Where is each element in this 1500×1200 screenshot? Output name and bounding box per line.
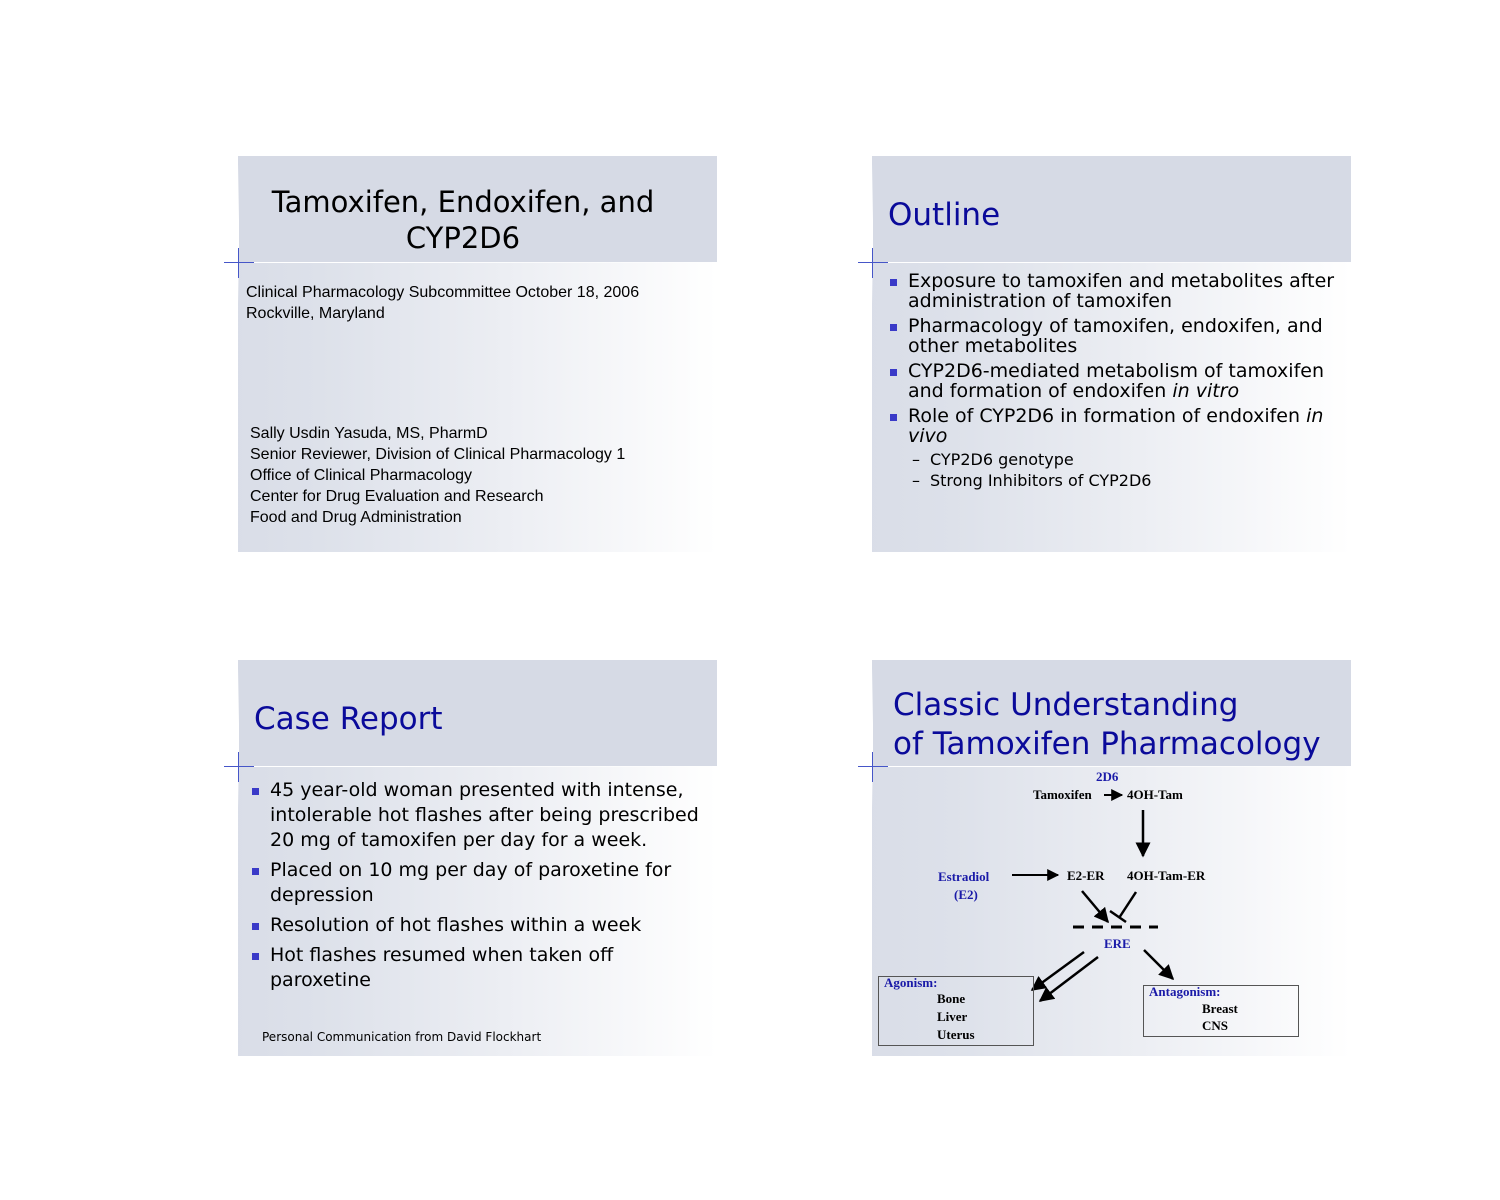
- antagonism-box: [1143, 985, 1299, 1037]
- author-office: Office of Clinical Pharmacology: [250, 467, 473, 484]
- list-item: [250, 858, 717, 908]
- meeting-info: [246, 282, 639, 324]
- bullet-square-icon: [890, 324, 897, 331]
- bullet-square-icon: [252, 788, 259, 795]
- list-item-text: administration of tamoxifen: [908, 290, 1172, 312]
- list-item-text: Resolution of hot flashes within a week: [270, 914, 642, 936]
- slide-case-report: [188, 660, 717, 1056]
- decor-line-vertical: [872, 164, 873, 304]
- slide-left-margin: [188, 660, 238, 1056]
- list-item: [250, 943, 717, 993]
- decor-cross-horizontal: [224, 262, 254, 263]
- sub-item: [888, 449, 1334, 470]
- slide-pharmacology: [822, 660, 1351, 1056]
- bullet-square-icon: [890, 414, 897, 421]
- sub-item-text: [888, 470, 1334, 491]
- sub-item-text: [888, 449, 1334, 470]
- slide-left-margin: [188, 156, 238, 552]
- inhibition-4ohtam-to-ere: [1119, 892, 1136, 918]
- slide-title-text: Case Report: [254, 701, 443, 737]
- decor-cross-vertical: [872, 248, 873, 278]
- meeting-line: Clinical Pharmacology Subcommittee October 18, 2006: [246, 284, 640, 301]
- agonism-item: Bone: [937, 991, 966, 1006]
- arrow-ere-to-agonism-a: [1032, 952, 1084, 990]
- bullet-square-icon: [252, 923, 259, 930]
- arrow-ere-to-antagonism: [1144, 950, 1173, 979]
- slide-title: [188, 156, 717, 552]
- antagonism-label: Antagonism:: [1149, 984, 1221, 999]
- title-line: Classic Understanding: [893, 687, 1239, 723]
- text-run: and formation of endoxifen: [908, 380, 1173, 402]
- list-item: [888, 316, 1334, 356]
- bullet-square-icon: [890, 279, 897, 286]
- bullet-square-icon: [252, 953, 259, 960]
- agonism-box: [878, 976, 1034, 1046]
- text-run: CYP2D6 genotype: [930, 450, 1074, 469]
- list-item-text: depression: [270, 884, 374, 906]
- list-item-text: intolerable hot flashes after being prescribed: [270, 804, 699, 826]
- e2-label: (E2): [954, 887, 978, 902]
- italic-term: in vitro: [1172, 380, 1240, 402]
- decor-line-horizontal: [188, 262, 717, 263]
- list-item-text: CYP2D6-mediated metabolism of tamoxifen: [908, 360, 1324, 382]
- author-name: Sally Usdin Yasuda, MS, PharmD: [250, 425, 488, 442]
- list-item-text: Hot flashes resumed when taken off paroxetine: [270, 944, 614, 991]
- list-item-text: Pharmacology of tamoxifen, endoxifen, and: [908, 315, 1323, 337]
- decor-line-horizontal: [822, 262, 1351, 263]
- list-item-text: Exposure to tamoxifen and metabolites after: [908, 270, 1335, 292]
- slide-outline: [822, 156, 1351, 552]
- decor-cross-horizontal: [224, 766, 254, 767]
- list-item-text: Placed on 10 mg per day of paroxetine for: [270, 859, 672, 881]
- case-list: [250, 778, 717, 993]
- list-item-text: 20 mg of tamoxifen per day for a week.: [270, 829, 648, 851]
- arrow-e2er-to-ere: [1082, 891, 1108, 922]
- list-item-text: 45 year-old woman presented with intense,: [270, 779, 684, 801]
- author-role: Senior Reviewer, Division of Clinical Pharmacology 1: [250, 446, 626, 463]
- list-item: [250, 913, 717, 938]
- list-item-text: [908, 426, 1334, 446]
- tam-er-label: 4OH-Tam-ER: [1127, 868, 1206, 883]
- agonism-item: Uterus: [937, 1027, 975, 1042]
- dash-marker: –: [912, 471, 920, 490]
- metabolite-label: 4OH-Tam: [1127, 787, 1183, 802]
- e2-er-label: E2-ER: [1067, 868, 1105, 883]
- dash-marker: –: [912, 450, 920, 469]
- bullet-square-icon: [890, 369, 897, 376]
- author-center: Center for Drug Evaluation and Research: [250, 488, 544, 505]
- meeting-location: Rockville, Maryland: [246, 305, 385, 322]
- antagonism-item: Breast: [1202, 1001, 1238, 1016]
- italic-term: vivo: [908, 425, 948, 447]
- decor-cross-vertical: [238, 752, 239, 782]
- tamoxifen-label: Tamoxifen: [1033, 787, 1092, 802]
- author-block: [250, 423, 625, 528]
- ere-label: ERE: [1104, 936, 1131, 951]
- outline-list: [888, 271, 1334, 491]
- sub-item: [888, 470, 1334, 491]
- list-item-text: other metabolites: [908, 335, 1078, 357]
- list-item: [250, 778, 717, 853]
- list-item-text: [908, 381, 1334, 401]
- footnote: Personal Communication from David Flockhart: [262, 1030, 542, 1044]
- list-item: [888, 271, 1334, 311]
- antagonism-item: CNS: [1202, 1018, 1229, 1033]
- slide-left-margin: [822, 156, 872, 552]
- estradiol-label: Estradiol: [938, 869, 990, 884]
- text-run: Role of CYP2D6 in formation of endoxifen: [908, 405, 1307, 427]
- author-agency: Food and Drug Administration: [250, 509, 462, 526]
- slide-title-text: Tamoxifen, Endoxifen, and CYP2D6: [271, 185, 655, 255]
- list-item: [888, 406, 1334, 446]
- bullet-square-icon: [252, 868, 259, 875]
- slide-title-text: Outline: [888, 197, 1001, 233]
- agonism-label: Agonism:: [884, 975, 938, 990]
- decor-line-vertical: [238, 668, 239, 808]
- decor-cross-horizontal: [858, 262, 888, 263]
- decor-line-vertical: [238, 164, 239, 304]
- decor-cross-vertical: [238, 248, 239, 278]
- list-item: [888, 361, 1334, 401]
- agonism-item: Liver: [937, 1009, 968, 1024]
- list-item-text: [908, 406, 1334, 426]
- enzyme-label: 2D6: [1096, 769, 1119, 784]
- decor-line-horizontal: [188, 766, 717, 767]
- italic-term: in: [1306, 405, 1324, 427]
- title-line: of Tamoxifen Pharmacology: [893, 726, 1321, 762]
- text-run: Strong Inhibitors of CYP2D6: [930, 471, 1152, 490]
